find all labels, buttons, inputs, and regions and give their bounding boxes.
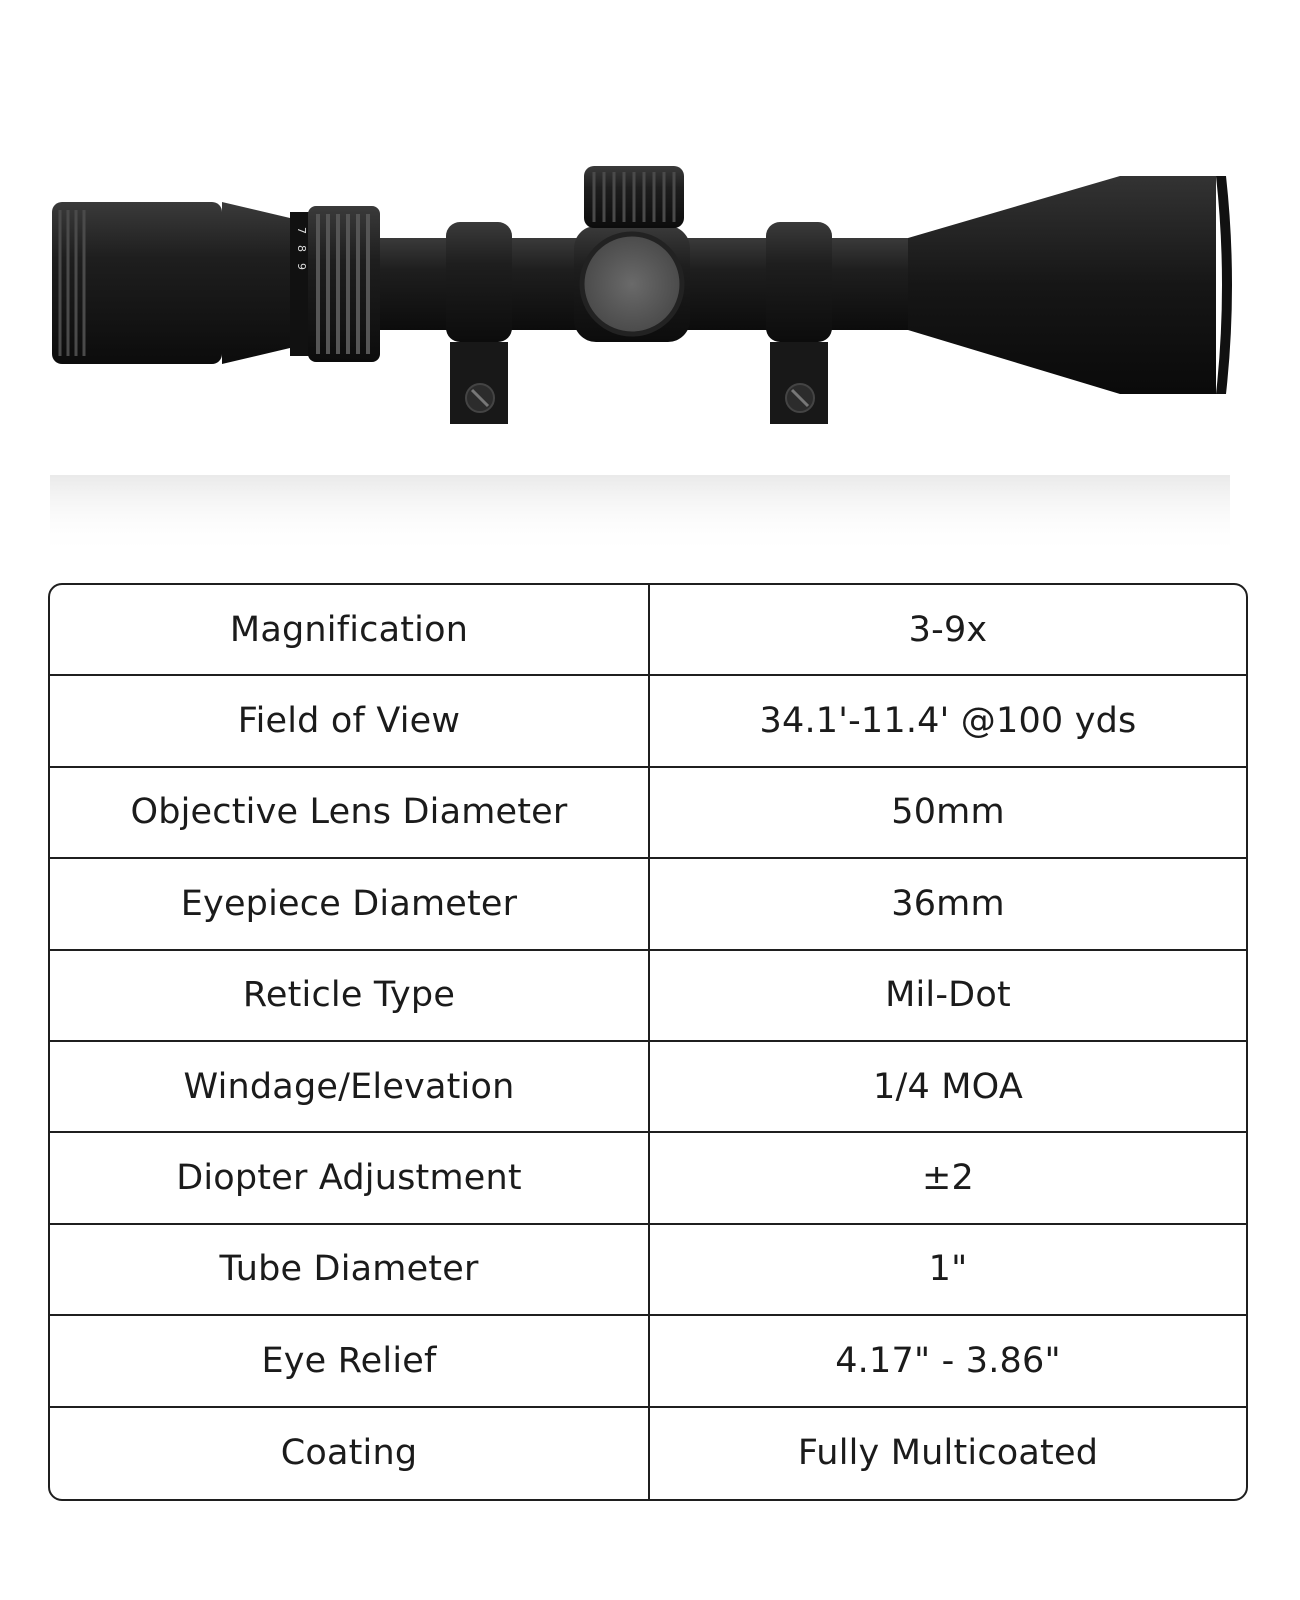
spec-value: 1/4 MOA bbox=[650, 1042, 1246, 1133]
windage-turret-cap bbox=[582, 234, 682, 334]
spec-value: 34.1'-11.4' @100 yds bbox=[650, 676, 1246, 767]
spec-label: Eye Relief bbox=[50, 1316, 650, 1407]
scope-reflection bbox=[50, 475, 1230, 555]
spec-value: Fully Multicoated bbox=[797, 1433, 1099, 1474]
turret-number: 7 bbox=[295, 227, 308, 234]
spec-value: 4.17" - 3.86" bbox=[650, 1316, 1246, 1407]
spec-label: Reticle Type bbox=[50, 951, 650, 1042]
spec-value: 1" bbox=[650, 1225, 1246, 1316]
spec-value: ±2 bbox=[650, 1133, 1246, 1224]
spec-label: Objective Lens Diameter bbox=[50, 768, 650, 859]
scope-ring-left bbox=[446, 222, 512, 424]
spec-value: 3-9x bbox=[650, 585, 1246, 676]
objective-bell bbox=[908, 176, 1232, 394]
spec-value: 50mm bbox=[650, 768, 1246, 859]
rifle-scope-image bbox=[40, 140, 1260, 570]
spec-label: Diopter Adjustment bbox=[50, 1133, 650, 1224]
eyepiece bbox=[52, 202, 290, 364]
spec-table bbox=[48, 583, 1248, 1501]
spec-label: Windage/Elevation bbox=[50, 1042, 650, 1133]
magnification-ring bbox=[290, 206, 380, 362]
turret-number: 8 bbox=[295, 245, 308, 252]
turret-number: 9 bbox=[295, 263, 308, 270]
spec-label: Tube Diameter bbox=[50, 1225, 650, 1316]
spec-value: 36mm bbox=[650, 859, 1246, 950]
turret-housing bbox=[574, 166, 690, 342]
spec-label: Field of View bbox=[50, 676, 650, 767]
spec-label: Coating bbox=[50, 1408, 650, 1499]
spec-value: Mil-Dot bbox=[650, 951, 1246, 1042]
spec-label: Eyepiece Diameter bbox=[50, 859, 650, 950]
scope-ring-right bbox=[766, 222, 832, 424]
spec-label: Magnification bbox=[50, 585, 650, 676]
